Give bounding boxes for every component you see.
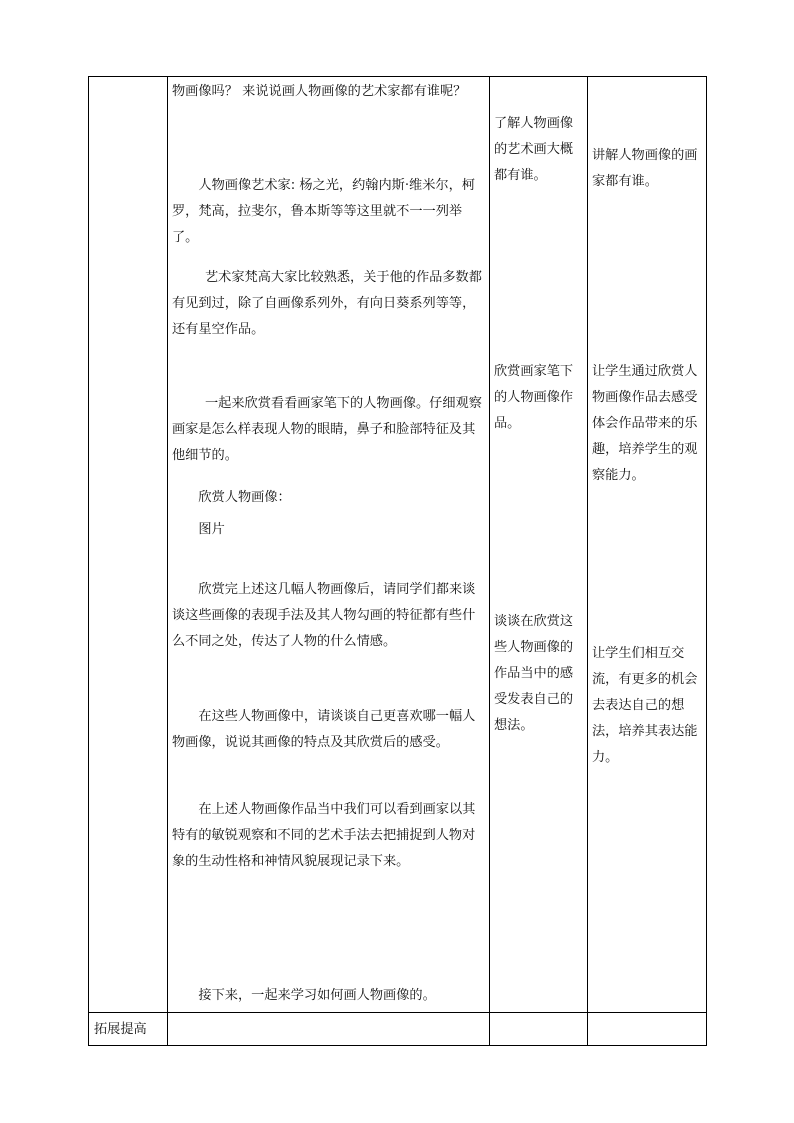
content-paragraph-8: 在这些人物画像中，请谈谈自己更喜欢哪一幅人物画像，说说其画像的特点及其欣赏后的感受。 — [172, 709, 476, 750]
content-paragraph-2: 人物画像艺术家: 杨之光，约翰内斯·维米尔，柯罗，梵高，拉斐尔，鲁本斯等等这里就不一一列举了。 — [172, 178, 475, 245]
column-divider — [167, 77, 168, 1045]
content-paragraph-7: 欣赏完上述这几幅人物画像后，请同学们都来谈谈这些画像的表现手法及其人物勾画的特征都有些什么不同之处，传达了人物的什么情感。 — [172, 582, 476, 649]
design-intent-2: 让学生通过欣赏人物画像作品去感受体会作品带来的乐趣，培养学生的观察能力。 — [592, 364, 698, 483]
design-intent-3: 让学生们相互交流，有更多的机会去表达自己的想法，培养其表达能力。 — [592, 646, 698, 765]
content-paragraph-4: 一起来欣赏看看画家笔下的人物画像。仔细观察画家是怎么样表现人物的眼睛，鼻子和脸部特征及其他细节的。 — [172, 396, 482, 463]
student-activity-3: 谈谈在欣赏这些人物画像的作品当中的感受发表自己的想法。 — [494, 614, 574, 733]
column-divider — [489, 77, 490, 1045]
student-activity-1: 了解人物画像的艺术画大概都有谁。 — [494, 116, 574, 183]
content-paragraph-5: 欣赏人物画像： — [198, 490, 291, 505]
student-activity-2: 欣赏画家笔下的人物画像作品。 — [494, 364, 574, 431]
image-placeholder-label: 图片 — [198, 522, 225, 537]
content-paragraph-1: 物画像吗？ 来说说画人物画像的艺术家都有谁呢？ — [172, 84, 467, 99]
content-paragraph-3: 艺术家梵高大家比较熟悉，关于他的作品多数都有见到过，除了自画像系列外，有向日葵系列等等，还有星空作品。 — [172, 270, 482, 337]
content-paragraph-10: 接下来，一起来学习如何画人物画像的。 — [198, 988, 436, 1003]
extension-row-label: 拓展提高 — [94, 1022, 147, 1037]
lesson-table — [88, 76, 707, 1046]
row-divider — [89, 1012, 706, 1013]
content-paragraph-9: 在上述人物画像作品当中我们可以看到画家以其特有的敏锐观察和不同的艺术手法去把捕捉到人物对象的生动性格和神情风貌展现记录下来。 — [172, 802, 476, 869]
column-divider — [587, 77, 588, 1045]
design-intent-1: 讲解人物画像的画家都有谁。 — [592, 148, 698, 189]
